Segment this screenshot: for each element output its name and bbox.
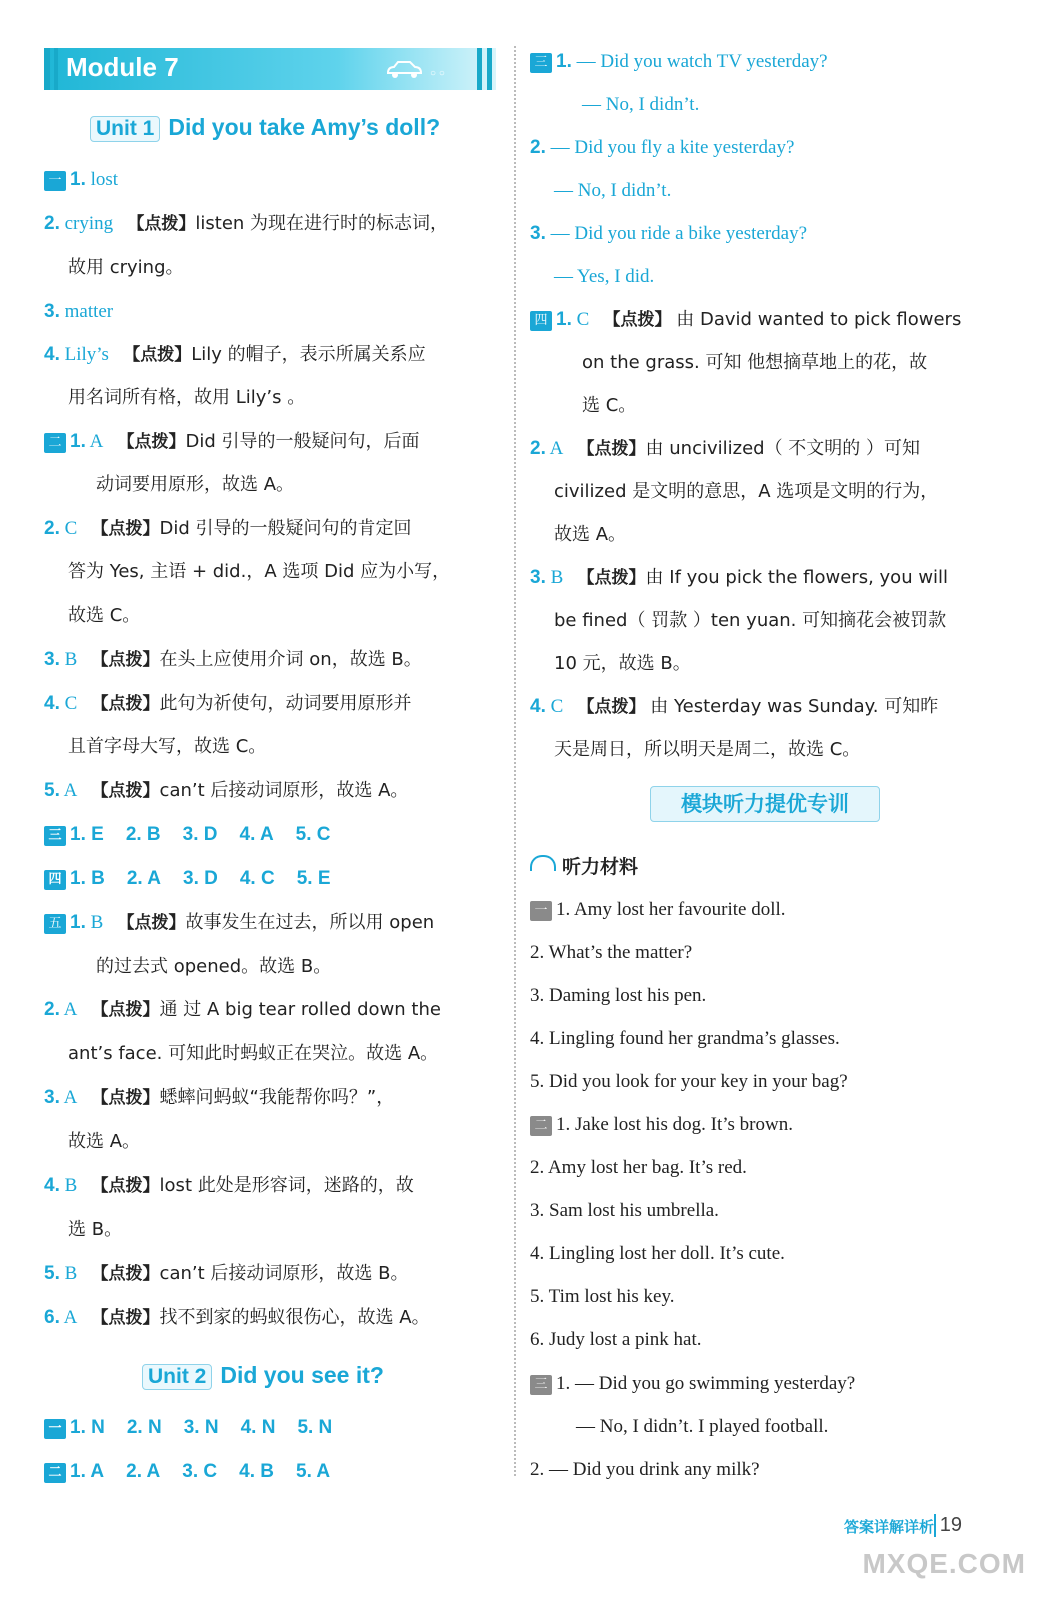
u1-s1-item-1: 一 1. lost <box>44 168 118 192</box>
r-s3-item-1: 三 1. — Did you watch TV yesterday? <box>530 50 828 74</box>
u1-s4-answers: 四 1. B 2. A 3. D 4. C 5. E <box>44 867 353 891</box>
listen-s1-item-3: 3. Daming lost his pen. <box>530 985 707 1006</box>
listen-s3-item-1: 三 1. — Did you go swimming yesterday? <box>530 1372 855 1396</box>
r-s4-item-2-cont: civilized 是文明的意思，A 选项是文明的行为， <box>554 481 939 502</box>
listen-s2-item-4: 4. Lingling lost her doll. It’s cute. <box>530 1243 785 1264</box>
listen-s1-item-1: 一 1. Amy lost her favourite doll. <box>530 898 786 922</box>
u1-s5-item-4-cont: 选 B。 <box>68 1219 123 1240</box>
u1-s5-item-2-cont: ant’s face. 可知此时蚂蚁正在哭泣。故选 A。 <box>68 1043 439 1064</box>
listen-s2-item-2: 2. Amy lost her bag. It’s red. <box>530 1157 747 1178</box>
r-s4-item-2-cont2: 故选 A。 <box>554 524 627 545</box>
section-5-badge: 五 <box>44 914 66 934</box>
u1-s2-item-2-cont: 答为 Yes, 主语 + did.，A 选项 Did 应为小写， <box>68 561 451 582</box>
u1-s1-item-4: 4. Lily’s 【点拨】Lily 的帽子，表示所属关系应 <box>44 344 426 365</box>
u1-s2-item-1-cont: 动词要用原形，故选 A。 <box>96 474 295 495</box>
u1-s2-item-4: 4. C 【点拨】此句为祈使句，动词要用原形并 <box>44 693 412 714</box>
u1-s1-item-2-cont: 故用 crying。 <box>68 257 184 278</box>
u2-s2-answers: 二 1. A 2. A 3. C 4. B 5. A <box>44 1460 352 1484</box>
u1-s5-item-2: 2. A 【点拨】通 过 A big tear rolled down the <box>44 999 441 1020</box>
u1-s5-item-3-cont: 故选 A。 <box>68 1131 141 1152</box>
listen-s3-item-1-reply: — No, I didn’t. I played football. <box>576 1416 829 1437</box>
listen-s1-item-5: 5. Did you look for your key in your bag? <box>530 1071 848 1092</box>
listen-s1-item-4: 4. Lingling found her grandma’s glasses. <box>530 1028 840 1049</box>
footer-label: 答案详解详析 <box>843 1518 934 1536</box>
u1-s2-item-4-cont: 且首字母大写，故选 C。 <box>68 736 267 757</box>
section-3-badge: 三 <box>44 826 66 846</box>
r-s4-item-3-cont2: 10 元，故选 B。 <box>554 653 691 674</box>
u1-s5-item-6: 6. A 【点拨】找不到家的蚂蚁很伤心，故选 A。 <box>44 1307 430 1328</box>
r-s3-item-3: 3. — Did you ride a bike yesterday? <box>530 223 808 244</box>
r-s4-item-3: 3. B 【点拨】由 If you pick the flowers, you will <box>530 567 949 588</box>
unit1-title: Did you take Amy’s doll? <box>168 114 441 140</box>
r-s4-item-1-cont2: 选 C。 <box>582 395 637 416</box>
car-icon <box>384 58 424 80</box>
listening-heading: 听力材料 <box>530 852 638 879</box>
u1-s1-item-3: 3. matter <box>44 301 114 322</box>
r-s3-item-1-reply: — No, I didn’t. <box>582 94 700 115</box>
listen-s1-item-2: 2. What’s the matter? <box>530 942 693 963</box>
listen-s2-item-3: 3. Sam lost his umbrella. <box>530 1200 719 1221</box>
r-s3-item-3-reply: — Yes, I did. <box>554 266 655 287</box>
module-title: Module 7 <box>66 52 179 82</box>
unit1-heading <box>90 114 440 142</box>
listen-s3-item-2: 2. — Did you drink any milk? <box>530 1459 760 1480</box>
r-s3-item-2-reply: — No, I didn’t. <box>554 180 672 201</box>
unit2-tag: Unit 2 <box>142 1364 212 1390</box>
u1-s2-item-3: 3. B 【点拨】在头上应使用介词 on，故选 B。 <box>44 649 422 670</box>
r-s4-item-1-cont: on the grass. 可知 他想摘草地上的花，故 <box>582 352 928 373</box>
u1-s2-item-1: 二 1. A 【点拨】Did 引导的一般疑问句，后面 <box>44 430 420 454</box>
r-s4-item-3-cont: be fined（ 罚款 ）ten yuan. 可知摘花会被罚款 <box>554 610 947 631</box>
u1-s2-item-2-cont2: 故选 C。 <box>68 605 141 626</box>
section-1-badge: 一 <box>44 171 66 191</box>
headphones-icon <box>530 855 556 871</box>
dots-decoration: ○ ○ <box>430 68 445 79</box>
u1-s2-item-2: 2. C 【点拨】Did 引导的一般疑问句的肯定回 <box>44 518 412 539</box>
unit1-tag: Unit 1 <box>90 116 160 142</box>
u1-s5-item-1: 五 1. B 【点拨】故事发生在过去，所以用 open <box>44 911 434 935</box>
u1-s5-item-1-cont: 的过去式 opened。故选 B。 <box>96 956 332 977</box>
u1-s1-item-4-cont: 用名词所有格，故用 Lily’s 。 <box>68 387 306 408</box>
u1-s1-item-2: 2. crying 【点拨】listen 为现在进行时的标志词， <box>44 213 449 234</box>
r-s4-item-4-cont: 天是周日，所以明天是周二，故选 C。 <box>554 739 861 760</box>
page-number: 19 <box>934 1514 962 1537</box>
u1-s5-item-3: 3. A 【点拨】蟋蟀问蚂蚁“我能帮你吗？”， <box>44 1087 395 1108</box>
column-divider <box>514 46 516 1476</box>
u2-s1-answers: 一 1. N 2. N 3. N 4. N 5. N <box>44 1416 354 1440</box>
section-2-badge: 二 <box>44 433 66 453</box>
listen-s2-item-1: 二 1. Jake lost his dog. It’s brown. <box>530 1113 793 1137</box>
listen-s2-item-6: 6. Judy lost a pink hat. <box>530 1329 702 1350</box>
r-s3-item-2: 2. — Did you fly a kite yesterday? <box>530 137 795 158</box>
special-training-title: 模块听力提优专训 <box>650 786 880 822</box>
unit2-heading <box>142 1362 384 1390</box>
section-4-badge: 四 <box>44 870 66 890</box>
u1-s2-item-5: 5. A 【点拨】can’t 后接动词原形，故选 A。 <box>44 780 409 801</box>
module-banner <box>44 48 496 90</box>
listen-s2-item-5: 5. Tim lost his key. <box>530 1286 675 1307</box>
r-s4-item-2: 2. A 【点拨】由 uncivilized（ 不文明的 ）可知 <box>530 438 921 459</box>
u1-s3-answers: 三 1. E 2. B 3. D 4. A 5. C <box>44 823 353 847</box>
r-s4-item-1: 四 1. C 【点拨】 由 David wanted to pick flowers <box>530 308 961 332</box>
r-s4-item-4: 4. C 【点拨】 由 Yesterday was Sunday. 可知昨 <box>530 696 939 717</box>
unit2-title: Did you see it? <box>220 1362 384 1388</box>
u1-s5-item-4: 4. B 【点拨】lost 此处是形容词，迷路的，故 <box>44 1175 414 1196</box>
u1-s5-item-5: 5. B 【点拨】can’t 后接动词原形，故选 B。 <box>44 1263 409 1284</box>
watermark: MXQE.COM <box>862 1548 1026 1579</box>
